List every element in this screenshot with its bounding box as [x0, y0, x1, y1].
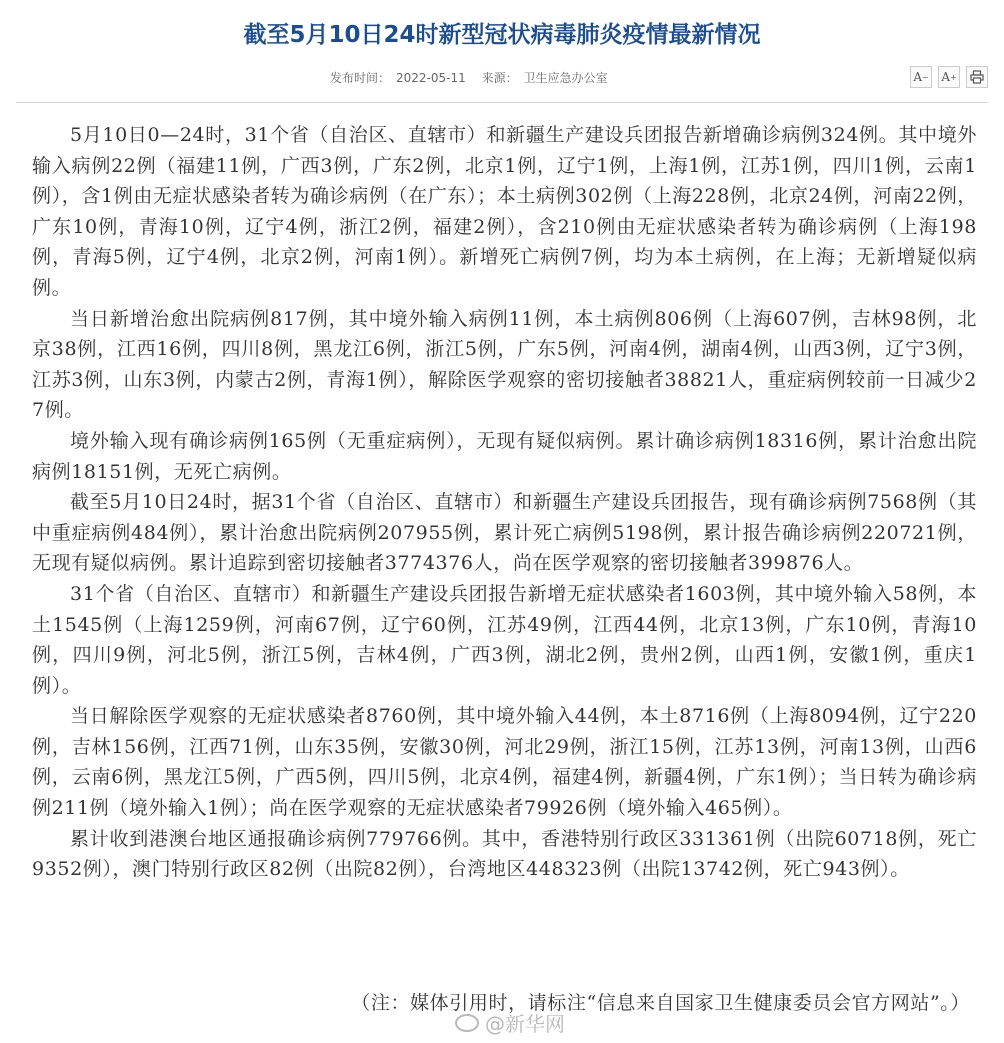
- minus-icon: −: [921, 72, 929, 82]
- font-larger-label: A: [941, 70, 950, 84]
- paragraph: 31个省（自治区、直辖市）和新疆生产建设兵团报告新增无症状感染者1603例，其中境外输入58例，本土1545例（上海1259例，河南67例，辽宁60例，江苏49例，江西44例，北京13例，广东10例，青海10例，四川9例，河北5例，浙江5例，吉林4例，广西3例，湖北2例，贵州2例，山西1例，安徽1例，重庆1例）。: [32, 582, 977, 697]
- paragraph: 累计收到港澳台地区通报确诊病例779766例。其中，香港特别行政区331361例（出院60718例，死亡9352例），澳门特别行政区82例（出院82例），台湾地区448323例（出院13742例，死亡943例）。: [32, 827, 977, 881]
- weibo-logo-icon: [455, 1014, 479, 1032]
- watermark: [455, 1008, 565, 1037]
- paragraph: 当日新增治愈出院病例817例，其中境外输入病例11例，本土病例806例（上海607例，吉林98例，北京38例，江西16例，四川8例，黑龙江6例，浙江5例，广东5例，河南4例，湖南4例，山西3例，辽宁3例，江苏3例，山东3例，内蒙古2例，青海1例），解除医学观察的密切接触者38821人，重症病例较前一日减少27例。: [32, 307, 977, 422]
- publish-label: [330, 71, 472, 85]
- watermark-text: @新华网: [485, 1012, 565, 1036]
- paragraph: 境外输入现有确诊病例165例（无重症病例），无现有疑似病例。累计确诊病例18316例，累计治愈出院病例18151例，无死亡病例。: [32, 429, 977, 483]
- printer-icon: [970, 70, 984, 84]
- article-body: [32, 120, 977, 885]
- font-smaller-button[interactable]: [910, 66, 932, 88]
- publish-label-text: 发布时间：: [330, 71, 391, 85]
- source-label: 来源：: [481, 71, 518, 85]
- article-tools: [910, 66, 988, 88]
- article-meta: [0, 66, 1004, 96]
- publish-info: [330, 69, 620, 86]
- plus-icon: +: [949, 72, 957, 82]
- paragraph: 当日解除医学观察的无症状感染者8760例，其中境外输入44例，本土8716例（上海8094例，辽宁220例，吉林156例，江西71例，山东35例，安徽30例，河北29例，浙江15例，江苏13例，河南13例，山西6例，云南6例，黑龙江5例，广西5例，四川5例，北京4例，福建4例，新疆4例，广东1例）；当日转为确诊病例211例（境外输入1例）；尚在医学观察的无症状感染者79926例（境外输入465例）。: [32, 705, 977, 820]
- citation-note: （注：媒体引用时，请标注“信息来自国家卫生健康委员会官方网站”。）: [351, 992, 970, 1014]
- print-button[interactable]: [966, 66, 988, 88]
- source-info: [482, 71, 614, 85]
- paragraph: 5月10日0—24时，31个省（自治区、直辖市）和新疆生产建设兵团报告新增确诊病例324例。其中境外输入病例22例（福建11例，广西3例，广东2例，北京1例，辽宁1例，上海1例，江苏1例，四川1例，云南1例），含1例由无症状感染者转为确诊病例（在广东）；本土病例302例（上海228例，北京24例，河南22例，广东10例，青海10例，辽宁4例，浙江2例，福建2例），含210例由无症状感染者转为确诊病例（上海198例，青海5例，辽宁4例，北京2例，河南1例）。新增死亡病例7例，均为本土病例，在上海；无新增疑似病例。: [32, 124, 977, 299]
- paragraph: 截至5月10日24时，据31个省（自治区、直辖市）和新疆生产建设兵团报告，现有确诊病例7568例（其中重症病例484例），累计治愈出院病例207955例，累计死亡病例5198例，累计报告确诊病例220721例，无现有疑似病例。累计追踪到密切接触者3774376人，尚在医学观察的密切接触者399876人。: [32, 491, 977, 575]
- font-larger-button[interactable]: [938, 66, 960, 88]
- header-divider: [16, 102, 988, 103]
- source-value: 卫生应急办公室: [523, 71, 608, 85]
- publish-date: 2022-05-11: [396, 71, 466, 85]
- font-smaller-label: A: [913, 70, 922, 84]
- page-title: 截至5月10日24时新型冠状病毒肺炎疫情最新情况: [243, 22, 761, 48]
